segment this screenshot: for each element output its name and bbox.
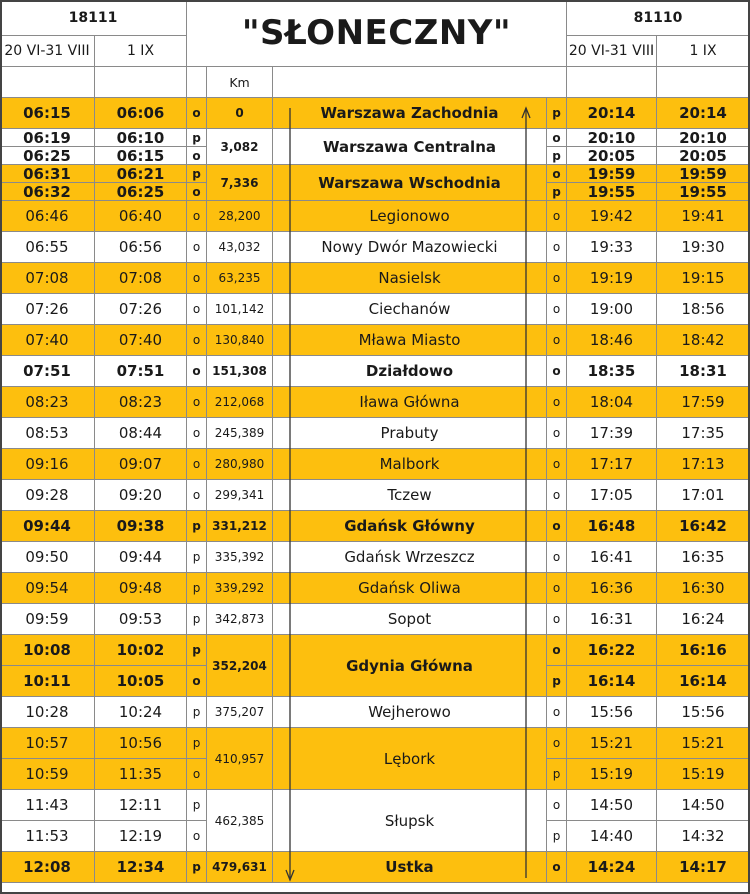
stop-type-18111: o — [187, 232, 207, 263]
stop-type-81110: o — [547, 573, 567, 604]
station-name: Ustka — [273, 852, 547, 883]
stop-type-81110: o — [547, 325, 567, 356]
departure-september-18111: 06:10 — [95, 129, 187, 147]
stop-type-81110: o — [547, 418, 567, 449]
stop-type-81110: o — [547, 232, 567, 263]
station-name: Gdańsk Główny — [273, 511, 547, 542]
km-header: Km — [207, 67, 273, 98]
stop-type-18111: o — [187, 294, 207, 325]
distance-km: 43,032 — [207, 232, 273, 263]
departure-summer-81110: 15:19 — [567, 759, 657, 790]
departure-summer-18111: 10:11 — [0, 666, 95, 697]
departure-summer-18111: 06:46 — [0, 201, 95, 232]
station-name: Mława Miasto — [273, 325, 547, 356]
stop-type-18111: o — [187, 356, 207, 387]
departure-summer-18111: 07:40 — [0, 325, 95, 356]
station-name: Słupsk — [273, 790, 547, 852]
departure-september-81110: 20:10 — [657, 129, 750, 147]
station-name: Legionowo — [273, 201, 547, 232]
departure-september-18111: 06:06 — [95, 98, 187, 129]
train-number-right: 81110 — [567, 0, 750, 36]
departure-september-18111: 06:56 — [95, 232, 187, 263]
stop-type-18111: o — [187, 480, 207, 511]
departure-summer-81110: 15:21 — [567, 728, 657, 759]
departure-september-18111: 09:07 — [95, 449, 187, 480]
departure-summer-18111: 09:16 — [0, 449, 95, 480]
stop-type-18111: o — [187, 759, 207, 790]
departure-september-81110: 15:56 — [657, 697, 750, 728]
departure-summer-18111: 06:55 — [0, 232, 95, 263]
departure-summer-81110: 17:39 — [567, 418, 657, 449]
departure-summer-18111: 06:25 — [0, 147, 95, 165]
period-left-september: 1 IX — [95, 36, 187, 67]
distance-km: 280,980 — [207, 449, 273, 480]
departure-summer-18111: 06:19 — [0, 129, 95, 147]
stop-type-18111: o — [187, 147, 207, 165]
departure-september-18111: 09:44 — [95, 542, 187, 573]
distance-km: 3,082 — [207, 129, 273, 165]
distance-km: 101,142 — [207, 294, 273, 325]
station-name: Prabuty — [273, 418, 547, 449]
distance-km: 7,336 — [207, 165, 273, 201]
stop-type-81110: p — [547, 821, 567, 852]
departure-summer-18111: 12:08 — [0, 852, 95, 883]
stop-type-81110: o — [547, 635, 567, 666]
departure-september-81110: 20:14 — [657, 98, 750, 129]
departure-summer-81110: 20:05 — [567, 147, 657, 165]
stop-type-81110: p — [547, 666, 567, 697]
departure-september-81110: 18:42 — [657, 325, 750, 356]
departure-summer-81110: 19:59 — [567, 165, 657, 183]
stop-type-81110: o — [547, 201, 567, 232]
departure-summer-81110: 19:42 — [567, 201, 657, 232]
station-name: Działdowo — [273, 356, 547, 387]
departure-summer-81110: 18:04 — [567, 387, 657, 418]
departure-september-18111: 09:20 — [95, 480, 187, 511]
stop-type-18111: o — [187, 387, 207, 418]
departure-september-81110: 18:31 — [657, 356, 750, 387]
period-right-summer: 20 VI-31 VIII — [567, 36, 657, 67]
departure-summer-81110: 16:14 — [567, 666, 657, 697]
station-name: Warszawa Wschodnia — [273, 165, 547, 201]
departure-september-18111: 10:02 — [95, 635, 187, 666]
departure-september-81110: 17:13 — [657, 449, 750, 480]
stop-type-18111: p — [187, 790, 207, 821]
departure-september-81110: 15:21 — [657, 728, 750, 759]
departure-september-81110: 15:19 — [657, 759, 750, 790]
stop-type-81110: p — [547, 147, 567, 165]
station-name: Iława Główna — [273, 387, 547, 418]
distance-km: 130,840 — [207, 325, 273, 356]
distance-km: 462,385 — [207, 790, 273, 852]
departure-summer-81110: 18:46 — [567, 325, 657, 356]
stop-type-81110: o — [547, 542, 567, 573]
stop-type-81110: o — [547, 728, 567, 759]
departure-summer-81110: 20:14 — [567, 98, 657, 129]
stop-type-18111: p — [187, 852, 207, 883]
stop-type-18111: p — [187, 511, 207, 542]
departure-september-18111: 06:15 — [95, 147, 187, 165]
stop-type-18111: p — [187, 697, 207, 728]
stop-type-18111: p — [187, 573, 207, 604]
departure-summer-81110: 16:36 — [567, 573, 657, 604]
departure-summer-18111: 10:57 — [0, 728, 95, 759]
distance-km: 339,292 — [207, 573, 273, 604]
departure-summer-81110: 15:56 — [567, 697, 657, 728]
departure-september-81110: 19:30 — [657, 232, 750, 263]
departure-september-81110: 19:59 — [657, 165, 750, 183]
departure-summer-81110: 14:40 — [567, 821, 657, 852]
stop-type-18111: p — [187, 542, 207, 573]
station-name: Lębork — [273, 728, 547, 790]
departure-summer-81110: 19:33 — [567, 232, 657, 263]
departure-september-18111: 07:08 — [95, 263, 187, 294]
departure-september-18111: 12:34 — [95, 852, 187, 883]
stop-type-81110: o — [547, 165, 567, 183]
departure-summer-81110: 16:31 — [567, 604, 657, 635]
departure-september-81110: 14:32 — [657, 821, 750, 852]
departure-september-18111: 06:40 — [95, 201, 187, 232]
station-name: Malbork — [273, 449, 547, 480]
departure-september-18111: 07:40 — [95, 325, 187, 356]
departure-september-18111: 06:25 — [95, 183, 187, 201]
departure-summer-18111: 09:54 — [0, 573, 95, 604]
departure-summer-81110: 14:24 — [567, 852, 657, 883]
departure-summer-81110: 17:05 — [567, 480, 657, 511]
departure-september-81110: 14:17 — [657, 852, 750, 883]
departure-summer-81110: 17:17 — [567, 449, 657, 480]
departure-summer-81110: 16:41 — [567, 542, 657, 573]
distance-km: 410,957 — [207, 728, 273, 790]
stop-type-18111: o — [187, 263, 207, 294]
departure-summer-18111: 11:43 — [0, 790, 95, 821]
departure-summer-81110: 16:22 — [567, 635, 657, 666]
departure-summer-18111: 10:28 — [0, 697, 95, 728]
stop-type-18111: p — [187, 165, 207, 183]
period-left-summer: 20 VI-31 VIII — [0, 36, 95, 67]
departure-summer-18111: 09:50 — [0, 542, 95, 573]
departure-september-81110: 14:50 — [657, 790, 750, 821]
station-name: Gdynia Główna — [273, 635, 547, 697]
departure-summer-18111: 09:44 — [0, 511, 95, 542]
departure-september-81110: 18:56 — [657, 294, 750, 325]
stop-type-81110: o — [547, 511, 567, 542]
departure-september-81110: 19:15 — [657, 263, 750, 294]
departure-summer-81110: 19:19 — [567, 263, 657, 294]
stop-type-81110: o — [547, 356, 567, 387]
stop-type-18111: o — [187, 325, 207, 356]
departure-summer-18111: 06:15 — [0, 98, 95, 129]
stop-type-81110: o — [547, 790, 567, 821]
stop-type-18111: o — [187, 666, 207, 697]
departure-september-81110: 16:30 — [657, 573, 750, 604]
departure-september-18111: 09:53 — [95, 604, 187, 635]
departure-september-18111: 06:21 — [95, 165, 187, 183]
stop-type-81110: o — [547, 852, 567, 883]
departure-summer-81110: 18:35 — [567, 356, 657, 387]
departure-summer-18111: 11:53 — [0, 821, 95, 852]
stop-type-18111: o — [187, 201, 207, 232]
station-name: Ciechanów — [273, 294, 547, 325]
distance-km: 151,308 — [207, 356, 273, 387]
distance-km: 342,873 — [207, 604, 273, 635]
departure-september-81110: 16:14 — [657, 666, 750, 697]
distance-km: 352,204 — [207, 635, 273, 697]
departure-summer-18111: 10:08 — [0, 635, 95, 666]
stop-type-81110: o — [547, 294, 567, 325]
stop-type-81110: o — [547, 387, 567, 418]
stop-type-81110: o — [547, 449, 567, 480]
departure-september-81110: 16:16 — [657, 635, 750, 666]
departure-summer-18111: 07:26 — [0, 294, 95, 325]
station-name: Warszawa Centralna — [273, 129, 547, 165]
station-name: Sopot — [273, 604, 547, 635]
departure-september-81110: 17:35 — [657, 418, 750, 449]
departure-september-81110: 17:59 — [657, 387, 750, 418]
departure-summer-18111: 08:23 — [0, 387, 95, 418]
departure-september-18111: 08:23 — [95, 387, 187, 418]
stop-type-81110: o — [547, 129, 567, 147]
departure-summer-81110: 14:50 — [567, 790, 657, 821]
distance-km: 245,389 — [207, 418, 273, 449]
departure-summer-18111: 08:53 — [0, 418, 95, 449]
departure-september-81110: 16:35 — [657, 542, 750, 573]
page-title: "SŁONECZNY" — [187, 0, 567, 67]
train-number-left: 18111 — [0, 0, 187, 36]
stop-type-18111: o — [187, 821, 207, 852]
departure-summer-81110: 16:48 — [567, 511, 657, 542]
stop-type-18111: o — [187, 183, 207, 201]
departure-september-18111: 10:05 — [95, 666, 187, 697]
departure-summer-18111: 09:28 — [0, 480, 95, 511]
departure-september-18111: 10:24 — [95, 697, 187, 728]
stop-type-81110: p — [547, 759, 567, 790]
distance-km: 375,207 — [207, 697, 273, 728]
station-name: Gdańsk Oliwa — [273, 573, 547, 604]
stop-type-18111: p — [187, 129, 207, 147]
station-name: Nowy Dwór Mazowiecki — [273, 232, 547, 263]
departure-september-18111: 07:51 — [95, 356, 187, 387]
distance-km: 0 — [207, 98, 273, 129]
stop-type-18111: o — [187, 449, 207, 480]
stop-type-81110: o — [547, 697, 567, 728]
departure-september-18111: 09:38 — [95, 511, 187, 542]
station-name: Wejherowo — [273, 697, 547, 728]
stop-type-18111: o — [187, 98, 207, 129]
departure-september-18111: 11:35 — [95, 759, 187, 790]
distance-km: 63,235 — [207, 263, 273, 294]
stop-type-81110: p — [547, 98, 567, 129]
departure-summer-18111: 07:51 — [0, 356, 95, 387]
departure-september-81110: 16:42 — [657, 511, 750, 542]
departure-summer-18111: 06:32 — [0, 183, 95, 201]
stop-type-81110: o — [547, 480, 567, 511]
station-name: Warszawa Zachodnia — [273, 98, 547, 129]
distance-km: 28,200 — [207, 201, 273, 232]
distance-km: 299,341 — [207, 480, 273, 511]
stop-type-18111: p — [187, 728, 207, 759]
period-right-september: 1 IX — [657, 36, 750, 67]
departure-september-18111: 12:11 — [95, 790, 187, 821]
departure-summer-18111: 10:59 — [0, 759, 95, 790]
station-name: Tczew — [273, 480, 547, 511]
stop-type-18111: p — [187, 604, 207, 635]
departure-summer-18111: 07:08 — [0, 263, 95, 294]
departure-september-18111: 07:26 — [95, 294, 187, 325]
departure-september-18111: 09:48 — [95, 573, 187, 604]
distance-km: 212,068 — [207, 387, 273, 418]
station-name: Gdańsk Wrzeszcz — [273, 542, 547, 573]
departure-september-18111: 12:19 — [95, 821, 187, 852]
distance-km: 479,631 — [207, 852, 273, 883]
departure-september-81110: 20:05 — [657, 147, 750, 165]
stop-type-81110: p — [547, 183, 567, 201]
station-name: Nasielsk — [273, 263, 547, 294]
departure-september-81110: 17:01 — [657, 480, 750, 511]
stop-type-18111: p — [187, 635, 207, 666]
departure-september-18111: 08:44 — [95, 418, 187, 449]
departure-summer-81110: 19:00 — [567, 294, 657, 325]
distance-km: 335,392 — [207, 542, 273, 573]
distance-km: 331,212 — [207, 511, 273, 542]
departure-summer-81110: 20:10 — [567, 129, 657, 147]
stop-type-81110: o — [547, 263, 567, 294]
stop-type-18111: o — [187, 418, 207, 449]
departure-september-81110: 16:24 — [657, 604, 750, 635]
departure-summer-18111: 06:31 — [0, 165, 95, 183]
departure-september-18111: 10:56 — [95, 728, 187, 759]
departure-summer-18111: 09:59 — [0, 604, 95, 635]
departure-september-81110: 19:55 — [657, 183, 750, 201]
departure-september-81110: 19:41 — [657, 201, 750, 232]
stop-type-81110: o — [547, 604, 567, 635]
departure-summer-81110: 19:55 — [567, 183, 657, 201]
